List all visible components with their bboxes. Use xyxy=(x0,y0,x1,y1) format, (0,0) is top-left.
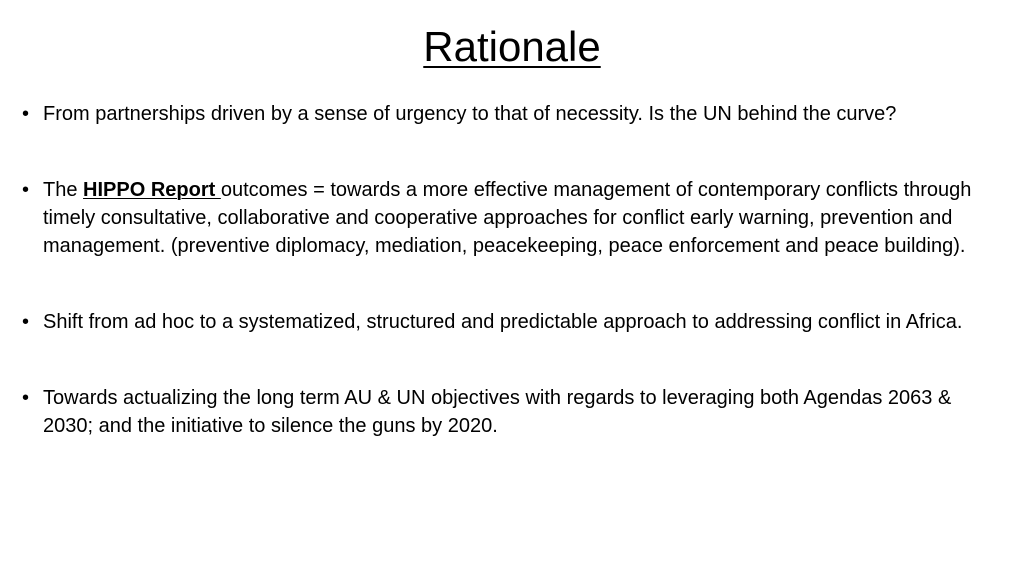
bullet-marker: • xyxy=(22,387,30,409)
bullet-item-2 xyxy=(22,176,992,260)
bullet-list xyxy=(22,100,992,440)
bullet-text-4: Towards actualizing the long term AU & UN objectives with regards to leveraging both Agendas 2063 & 2030; and the initiative to silence the guns by 2020. xyxy=(43,387,952,437)
bullet-text-2-prefix: The xyxy=(43,179,84,201)
bullet-text-2-suffix: outcomes = towards a more effective management of contemporary conflicts through timely consultative, collaborative and cooperative approaches for conflict early warning, prevention and management. (preventive diplomacy, mediation, peacekeeping, peace enforcement and peace building). xyxy=(43,179,972,257)
bullet-text-1: From partnerships driven by a sense of urgency to that of necessity. Is the UN behind the curve? xyxy=(43,103,897,125)
bullet-item-1 xyxy=(22,100,992,128)
bullet-item-3 xyxy=(22,308,992,336)
bullet-marker: • xyxy=(22,311,30,333)
bullet-marker: • xyxy=(22,179,30,201)
slide-title: Rationale xyxy=(423,23,601,70)
hippo-report-link[interactable]: HIPPO Report xyxy=(83,179,221,201)
bullet-marker: • xyxy=(22,103,30,125)
bullet-item-4 xyxy=(22,384,992,440)
bullet-text-3: Shift from ad hoc to a systematized, structured and predictable approach to addressing conflict in Africa. xyxy=(43,311,963,333)
